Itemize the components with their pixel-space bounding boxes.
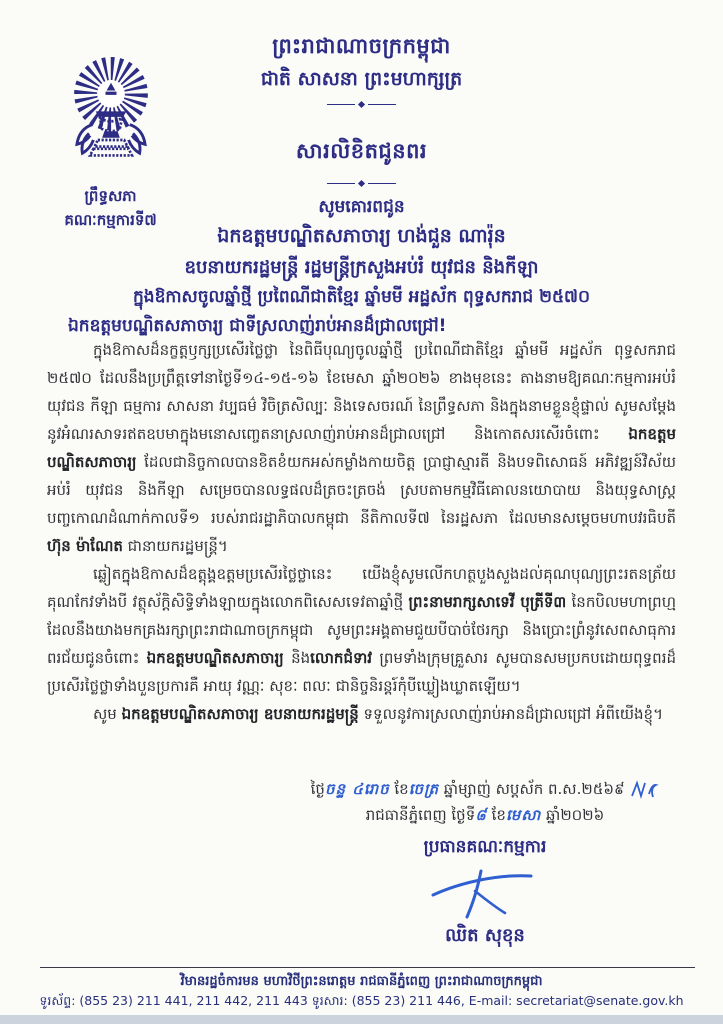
recipient-name: ឯកឧត្តមបណ្ឌិតសភាចារ្យ ហង់ជួន ណារ៉ុន — [217, 225, 506, 247]
institution-name: ព្រឹទ្ធសភា — [84, 187, 137, 205]
ornamental-divider — [316, 181, 406, 186]
handwritten-month: មេសា — [505, 806, 542, 824]
signature-icon — [425, 865, 545, 921]
kingdom-title: ព្រះរាជាណាចក្រកម្ពុជា — [272, 34, 451, 58]
date-printed-text: ខែ — [491, 806, 506, 824]
date-printed-text: ឆ្នាំ២០២៦ — [546, 806, 605, 824]
handwritten-day: ៨ — [475, 806, 487, 824]
date-printed-text: ថ្ងៃ — [310, 780, 325, 798]
date-printed-text: រាជធានីភ្នំពេញ ថ្ងៃទី — [365, 806, 476, 824]
dear-line: ឯកឧត្តមបណ្ឌិតសភាចារ្យ ជាទីស្រលាញ់រាប់អានដ៏ជ្រាលជ្រៅ! — [68, 316, 447, 336]
scan-edge-band — [0, 1015, 723, 1024]
footer-contacts: ទូរស័ព្ទ: (855 23) 211 441, 211 442, 211 443 ទូរសារ: (855 23) 211 446, E-mail: secretariat@senate.gov.kh — [39, 993, 684, 1008]
salutation-line: សូមគោរពជូន — [318, 197, 405, 217]
occasion-line: ក្នុងឱកាសចូលឆ្នាំថ្មី ប្រពៃណីជាតិខ្មែរ ឆ្នាំមមី អដ្ឋស័ក ពុទ្ធសករាជ ២៥៧០ — [133, 287, 590, 307]
national-motto: ជាតិ សាសនា ព្រះមហាក្សត្រ — [260, 68, 463, 90]
handwritten-month: ចេត្រ — [408, 780, 439, 798]
gregorian-date-line — [270, 802, 700, 828]
letter-body — [47, 336, 676, 728]
signer-title: ប្រធានគណៈកម្មការ — [423, 837, 547, 857]
commission-name: គណៈកម្មការទី៧ — [64, 211, 157, 229]
paragraph-2: ឆ្លៀតក្នុងឱកាសដ៏ឧត្តុង្គឧត្តមប្រសើរថ្លៃថ្លានេះ យើងខ្ញុំសូមលើកហត្ថបួងសួងដល់គុណបុណ្យព្រះរតនត្រ័យគុណកែវទាំងបី វត្ថុស័ក្តិសិទ្ធិទាំងឡាយក្នុងលោកពិសេសទេវតាឆ្នាំថ្មី ព្រះនាមរាក្សសាទេវី បុត្រីទី៣ នៃកបិលមហាព្រហ្ម ដែលនឹងយាងមកគ្រងរក្សាព្រះរាជាណាចក្រកម្ពុជា សូមព្រះអង្គតាមជួយបីបាច់ថែរក្សា និងប្រោះព្រំនូវសេពសាធុការពរជ័យជូនចំពោះ ឯកឧត្តមបណ្ឌិតសភាចារ្យ និងលោកជំទាវ ព្រមទាំងក្រុមគ្រួសារ សូមបានសមប្រកបដោយពុទ្ធពរដ៏ប្រសើរថ្លៃថ្លាទាំងបួនប្រការគឺ អាយុ វណ្ណៈ សុខៈ ពលៈ ជានិច្ចនិរន្តរ៍កុំបីឃ្លៀងឃ្លាតឡើយ។ — [47, 565, 676, 695]
handwritten-initials — [629, 780, 659, 800]
signature-area — [270, 865, 700, 923]
footer-address: វិមានរដ្ឋចំការមន មហាវិថីព្រះនរោត្តម រាជធានីភ្នំពេញ ព្រះរាជាណាចក្រកម្ពុជា — [180, 974, 543, 989]
closing-block — [270, 776, 700, 950]
lunar-date-line — [270, 776, 700, 802]
handwritten-day: ចន្ទ ៤រោច — [324, 780, 390, 798]
recipient-title: ឧបនាយករដ្ឋមន្ត្រី រដ្ឋមន្ត្រីក្រសួងអប់រំ យុវជន និងកីឡា — [184, 257, 539, 278]
document-title: សារលិខិតជូនពរ — [295, 139, 428, 163]
date-printed-text: ឆ្នាំម្សាញ់ សប្តស័ក ព.ស.២៥៦៩ — [443, 780, 625, 798]
footer-divider — [40, 967, 695, 968]
date-printed-text: ខែ — [394, 780, 409, 798]
paragraph-3: សូម ឯកឧត្តមបណ្ឌិតសភាចារ្យ ឧបនាយករដ្ឋមន្ត្រី ទទួលនូវការស្រលាញ់រាប់អានដ៏ជ្រាលជ្រៅ អំពីយើងខ្ញុំ។ — [93, 705, 663, 723]
paragraph-1: ក្នុងឱកាសដ៏នក្ខត្តឫក្សប្រសើរថ្លៃថ្លា នៃពិធីបុណ្យចូលឆ្នាំថ្មី ប្រពៃណីជាតិខ្មែរ ឆ្នាំមមី អដ្ឋស័ក ពុទ្ធសករាជ ២៥៧០ ដែលនឹងប្រព្រឹត្តទៅនាថ្ងៃទី១៤-១៥-១៦ ខែមេសា ឆ្នាំ២០២៦ ខាងមុខនេះ តាងនាមឱ្យគណៈកម្មការអប់រំ យុវជន កីឡា ធម្មការ សាសនា វប្បធម៌ វិចិត្រសិល្បៈ និងទេសចរណ៍ នៃព្រឹទ្ធសភា និងក្នុងនាមខ្លួនខ្ញុំផ្ទាល់ សូមសម្តែងនូវអំណរសាទរឥតឧបមាក្នុងមនោសញ្ចេតនាស្រលាញ់រាប់អានដ៏ជ្រាលជ្រៅ និងកោតសរសើរចំពោះ ឯកឧត្តមបណ្ឌិតសភាចារ្យ ដែលជានិច្ចកាលបានខិតខំយកអស់កម្លាំងកាយចិត្ត ប្រាជ្ញាស្មារតី និងបទពិសោធន៍ អភិវឌ្ឍន៍វិស័យអប់រំ យុវជន និងកីឡា សម្រេចបានលទ្ធផលដ៏ត្រចះត្រចង់ ស្របតាមកម្មវិធីគោលនយោបាយ និងយុទ្ធសាស្ត្របញ្ចកោណដំណាក់កាលទី១ របស់រាជរដ្ឋាភិបាលកម្ពុជា នីតិកាលទី៧ នៃរដ្ឋសភា ដែលមានសម្តេចមហាបវរធិបតី ហ៊ុន ម៉ាណែត ជានាយករដ្ឋមន្ត្រី។ — [47, 341, 676, 555]
signer-name: ឈិត សុខុន — [445, 925, 525, 946]
ornamental-divider — [316, 102, 406, 107]
